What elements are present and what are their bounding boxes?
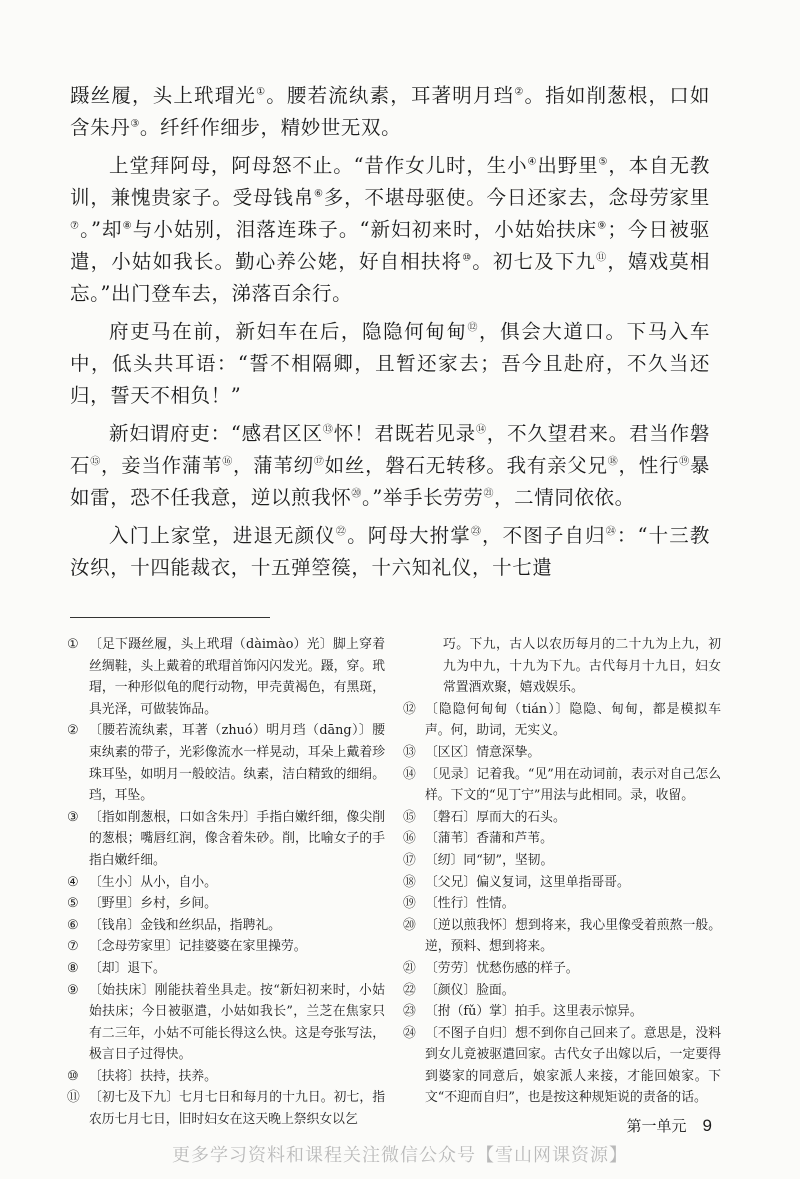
footnote-item: [67, 958, 385, 980]
footnote-marker: ③: [130, 118, 140, 130]
footnote-number: ⑧: [67, 960, 79, 976]
poem-text: ：“十三教汝织，十四能裁衣，十五弹箜篌，十六知礼仪，十七遣: [70, 524, 710, 579]
poem-paragraph: [70, 520, 710, 584]
poem-text: 暴如雷，恐不任我意，逆以煎我怀: [70, 454, 711, 509]
poem-text: 。指如削葱根，口如含朱丹: [70, 84, 710, 139]
poem-text: 府吏马在前，新妇车在后，隐隐何甸甸: [109, 320, 468, 343]
footnote-marker: ㉓: [470, 526, 482, 538]
footnote-number: ⑲: [403, 896, 416, 912]
footnote-item: [67, 634, 385, 720]
poem-text: ，不图子自归: [481, 524, 606, 547]
footnote-text: 巧。下九，古人以农历每月的二十九为上九，初九为中九，十九为下九。古代每月十九日，妇女常置酒欢聚，嬉戏娱乐。: [443, 637, 721, 696]
footnote-marker: ⑥: [314, 188, 324, 200]
footnote-marker: ⑦: [70, 220, 81, 232]
footnote-item: [403, 1001, 721, 1023]
footnote-item: [403, 828, 721, 850]
footnote-text: 〔纫〕同“韧”，坚韧。: [425, 852, 554, 868]
footnote-text: 〔腰若流纨素，耳著（zhuó）明月珰（dāng）〕腰束纨素的带子，光彩像流水一样晃动，耳朵上戴着珍珠耳坠，如明月一般皎洁。纨素，洁白精致的细绢。珰，耳坠。: [89, 723, 385, 804]
footnote-item: [403, 742, 721, 764]
footnote-item: [67, 893, 385, 915]
footnote-number: ㉓: [403, 1004, 416, 1020]
poem-paragraph: [70, 418, 710, 514]
poem-text: 新妇谓府吏：“感君区区: [109, 422, 323, 445]
poem-text: ，二情同依依。: [494, 486, 635, 509]
footnote-number: ⑦: [67, 939, 79, 955]
poem-text: ，性行: [618, 454, 680, 477]
footnote-marker: ②: [514, 86, 525, 98]
footnote-number: ⑥: [67, 917, 79, 933]
footnote-item: [403, 634, 721, 699]
footnote-text: 〔初七及下九〕七月七日和每月的十九日。初七，指农历七月七日，旧时妇女在这天晚上祭织女以乞: [89, 1090, 385, 1128]
footnote-text: 〔颜仪〕脸面。: [425, 982, 515, 998]
footnote-text: 〔野里〕乡村，乡间。: [89, 896, 217, 912]
poem-text: 多，不堪母驱使。今日还家去，念母劳家里: [323, 186, 710, 209]
footnote-text: 〔念母劳家里〕记挂婆婆在家里操劳。: [89, 939, 307, 955]
footnote-item: [67, 980, 385, 1066]
footnote-marker: ⑲: [679, 456, 690, 468]
footnote-number: ⑭: [403, 766, 416, 782]
poem-text: ，嬉戏莫相忘。”出门登车去，涕落百余行。: [70, 250, 710, 305]
poem-text: ，妾当作蒲苇: [100, 454, 223, 477]
poem-text: 与小姑别，泪落连珠子。“新妇初来时，小姑始扶床: [132, 218, 598, 241]
footnote-item: [67, 807, 385, 872]
footnote-marker: ⑧: [122, 220, 133, 232]
footnote-text: 〔性行〕性情。: [425, 896, 515, 912]
footnote-item: [67, 936, 385, 958]
footnote-text: 〔拊（fǔ）掌〕拍手。这里表示惊异。: [425, 1004, 643, 1020]
footnote-number: ⑯: [403, 831, 416, 847]
footnote-number: ⑫: [403, 701, 416, 717]
footnote-number: ㉒: [403, 982, 416, 998]
footnote-number: ㉔: [403, 1025, 416, 1041]
poem-paragraph: [70, 150, 710, 310]
footnote-text: 〔见录〕记着我。“见”用在动词前，表示对自己怎么样。下文的“见丁宁”用法与此相同。录，收留。: [425, 766, 721, 804]
footnote-marker: ⑰: [313, 456, 325, 468]
footnote-number: ③: [67, 809, 79, 825]
poem-body: [70, 80, 710, 590]
footnotes-left-column: [67, 634, 385, 1131]
footnote-text: 〔逆以煎我怀〕想到将来，我心里像受着煎熬一般。逆，预料、想到将来。: [425, 917, 721, 955]
footnote-text: 〔不图子自归〕想不到你自己回来了。意思是，没料到女儿竟被驱遣回家。古代女子出嫁以后，一定要得到婆家的同意后，娘家派人来接，才能回娘家。下文“不迎而自归”，也是按这种规矩说的责备的话。: [425, 1025, 721, 1106]
poem-text: 。阿母大拊掌: [347, 524, 471, 547]
footnotes-right-column: [403, 634, 721, 1109]
page-number: 9: [702, 1116, 712, 1135]
footnote-item: [403, 699, 721, 742]
poem-text: 上堂拜阿母，阿母怒不止。“昔作女儿时，生小: [109, 154, 528, 177]
footnote-marker: ㉔: [605, 526, 617, 538]
footnote-number: ⑨: [67, 982, 79, 998]
footnote-number: ⑳: [403, 917, 416, 933]
footnote-text: 〔始扶床〕刚能扶着坐具走。按“新妇初来时，小姑始扶床；今日被驱遣，小姑如我长”，兰芝在焦家只有二三年，小姑不可能长得这么快。这是夸张写法，极言日子过得快。: [89, 982, 385, 1063]
footnote-divider: [70, 617, 270, 618]
footnote-number: ⑤: [67, 896, 79, 912]
footnote-text: 〔钱帛〕金钱和丝织品，指聘礼。: [89, 917, 281, 933]
poem-text: 出野里: [537, 154, 599, 177]
poem-text: 。”举手长劳劳: [362, 486, 484, 509]
footnote-text: 〔足下蹑丝履，头上玳瑁（dàimào）光〕脚上穿着丝绸鞋，头上戴着的玳瑁首饰闪闪发光。蹑，穿。玳瑁，一种形似龟的爬行动物，甲壳黄褐色，有黑斑，具光泽，可做装饰品。: [89, 637, 385, 717]
footnote-text: 〔指如削葱根，口如含朱丹〕手指白嫩纤细，像尖削的葱根；嘴唇红润，像含着朱砂。削，比喻女子的手指白嫩纤细。: [89, 809, 385, 868]
footnote-item: [403, 1023, 721, 1109]
watermark-text: 更多学习资料和课程关注微信公众号【雪山网课资源】: [172, 1145, 628, 1166]
footnote-text: 〔磐石〕厚而大的石头。: [425, 809, 566, 825]
footnote-text: 〔却〕退下。: [89, 960, 166, 976]
footnote-number: ①: [67, 637, 79, 652]
unit-label: 第一单元: [626, 1117, 687, 1135]
footnote-marker: ④: [527, 156, 538, 168]
footnote-number: ⑬: [403, 744, 416, 760]
footnote-item: [67, 872, 385, 894]
poem-text: 如丝，磐石无转移。我有亲父兄: [324, 454, 608, 477]
poem-text: 入门上家堂，进退无颜仪: [109, 524, 336, 547]
footnote-item: [403, 850, 721, 872]
footnote-item: [67, 1087, 385, 1130]
footnote-marker: ⑭: [475, 424, 487, 436]
footnote-marker: ⑱: [607, 456, 619, 468]
footnote-number: ②: [67, 723, 79, 739]
footnote-marker: ①: [256, 86, 267, 98]
poem-text: ；今日被驱遣，小姑如我长。勤心养公姥，好自相扶将: [70, 218, 710, 273]
poem-text: ，俱会大道口。下马入车中，低头共耳语：“誓不相隔卿，且暂还家去；吾今且赴府，不久当还归，誓天不相负！”: [70, 320, 710, 407]
poem-paragraph: [70, 80, 710, 144]
poem-text: 。腰若流纨素，耳著明月珰: [266, 84, 515, 107]
footnote-item: [403, 807, 721, 829]
footnote-marker: ㉑: [483, 488, 495, 500]
footnote-item: [67, 915, 385, 937]
footnote-marker: ㉒: [335, 526, 348, 538]
footnote-text: 〔生小〕从小，自小。: [89, 874, 217, 890]
poem-text: 。”却: [80, 218, 123, 241]
footnote-number: ④: [67, 874, 79, 890]
footnote-text: 〔劳劳〕忧愁伤感的样子。: [425, 960, 579, 976]
footnote-item: [403, 958, 721, 980]
footnote-item: [67, 1066, 385, 1088]
poem-text: 蹑丝履，头上玳瑁光: [70, 84, 257, 107]
footnote-item: [403, 915, 721, 958]
footnote-marker: ⑩: [462, 252, 473, 264]
footnote-text: 〔扶将〕扶持，扶养。: [89, 1068, 217, 1084]
footnote-number: ㉑: [403, 960, 416, 976]
poem-text: ，不久望君来。君当作磐石: [70, 422, 711, 477]
footnote-text: 〔区区〕情意深挚。: [425, 744, 541, 760]
footnote-number: ⑪: [67, 1090, 80, 1106]
footnote-text: 〔隐隐何甸甸（tián）〕隐隐、甸甸，都是模拟车声。何，助词，无实义。: [425, 701, 721, 739]
footnote-item: [403, 980, 721, 1002]
poem-text: 怀！君既若见录: [333, 422, 476, 445]
footnote-number: ⑰: [403, 852, 416, 868]
poem-paragraph: [70, 316, 710, 412]
footnote-item: [403, 872, 721, 894]
footnote-marker: ⑨: [597, 220, 608, 232]
footnote-item: [67, 720, 385, 806]
footnote-number: ⑱: [403, 874, 416, 890]
poem-text: ，蒲苇纫: [233, 454, 314, 477]
footnote-item: [403, 893, 721, 915]
footnote-marker: ⑬: [322, 424, 334, 436]
footnote-marker: ⑫: [467, 322, 480, 334]
footnote-number: ⑮: [403, 809, 416, 825]
poem-text: 。初七及下九: [472, 250, 597, 273]
footnote-marker: ⑯: [222, 456, 234, 468]
footnote-marker: ⑳: [351, 488, 363, 500]
poem-text: 。纤纤作细步，精妙世无双。: [139, 116, 402, 139]
footnote-marker: ⑪: [596, 252, 608, 264]
footnote-text: 〔蒲苇〕香蒲和芦苇。: [425, 831, 553, 847]
poem-text: ，本自无教训，兼愧贵家子。受母钱帛: [70, 154, 710, 209]
footnote-number: ⑩: [67, 1068, 79, 1084]
footnote-marker: ⑤: [598, 156, 609, 168]
page-footer: [627, 1115, 712, 1136]
footnote-item: [403, 764, 721, 807]
footnote-marker: ⑮: [90, 456, 101, 468]
footnote-text: 〔父兄〕偏义复词，这里单指哥哥。: [425, 874, 630, 890]
